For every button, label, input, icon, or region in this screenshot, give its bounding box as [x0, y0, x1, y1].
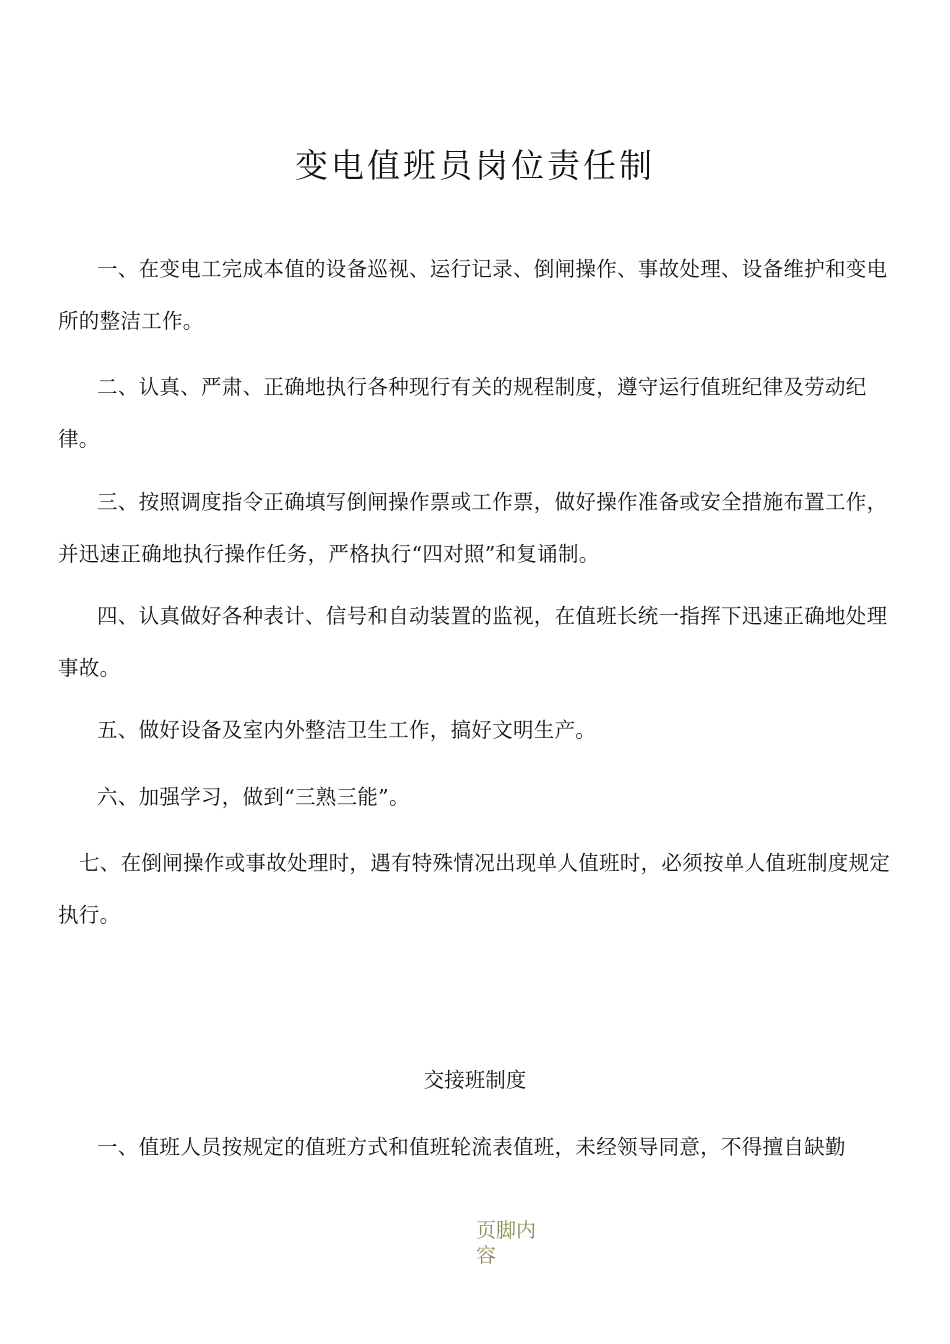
section-paragraph-1: 一、值班人员按规定的值班方式和值班轮流表值班，未经领导同意，不得擅自缺勤: [97, 1135, 846, 1159]
paragraph-2: 二、认真、严肃、正确地执行各种现行有关的规程制度，遵守运行值班纪律及劳动纪律。: [58, 375, 867, 451]
paragraph-7: 七、在倒闸操作或事故处理时，遇有特殊情况出现单人值班时，必须按单人值班制度规定执行。: [58, 851, 891, 927]
paragraph-4: 四、认真做好各种表计、信号和自动装置的监视，在值班长统一指挥下迅速正确地处理事故。: [58, 604, 888, 680]
paragraph-6: 六、加强学习，做到“三熟三能”。: [97, 785, 410, 809]
page-footer: 页脚内容: [476, 1218, 536, 1267]
paragraph-3: 三、按照调度指令正确填写倒闸操作票或工作票，做好操作准备或安全措施布置工作，并迅速正确地执行操作任务，严格执行“四对照”和复诵制。: [58, 490, 888, 566]
document-title: 变电值班员岗位责任制: [295, 146, 655, 185]
paragraph-1: 一、在变电工完成本值的设备巡视、运行记录、倒闸操作、事故处理、设备维护和变电所的整洁工作。: [58, 257, 888, 333]
section-title: 交接班制度: [423, 1068, 527, 1092]
paragraph-5: 五、做好设备及室内外整洁卫生工作，搞好文明生产。: [97, 718, 597, 742]
